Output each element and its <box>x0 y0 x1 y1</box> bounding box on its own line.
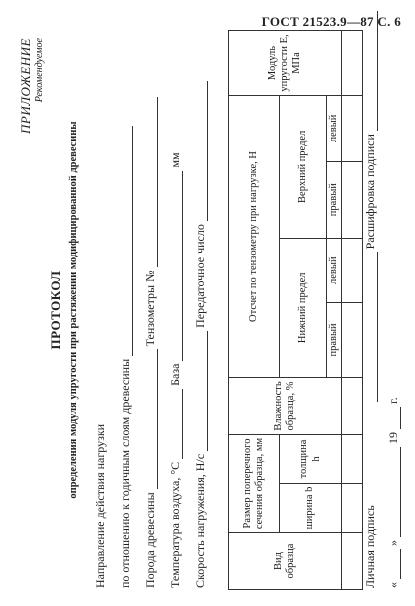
table-cell <box>342 96 363 162</box>
th-width: ширина b <box>280 484 342 533</box>
field-load-speed <box>193 81 208 588</box>
base-unit: мм <box>168 152 182 168</box>
base-line <box>170 171 183 361</box>
tensometers-label: Тензометры № <box>143 270 157 347</box>
year-suffix: г. <box>386 397 400 404</box>
appendix-note: Рекомендуемое <box>34 38 45 103</box>
th-thickness: толщина h <box>280 435 342 484</box>
decode-label: Расшифровка подписи <box>363 134 377 250</box>
air-temp-label: Температура воздуха, °С <box>168 461 182 588</box>
field-air-temp <box>168 152 183 588</box>
footer-date-row <box>386 397 401 588</box>
load-direction-label: Направление действия нагрузки <box>93 423 107 588</box>
page-header: ГОСТ 21523.9—87 С. 6 <box>261 14 401 29</box>
field-wood-species <box>143 97 158 588</box>
table-cell <box>342 31 363 96</box>
table-cell <box>342 484 363 533</box>
year-prefix: 19 <box>386 432 400 444</box>
transmission-line <box>195 81 208 221</box>
table-cell <box>342 533 363 590</box>
protocol-subtitle: определения модуля упругости при растяжении модифицированной древесины <box>68 121 79 499</box>
field-load-direction <box>93 424 108 588</box>
signature-label: Личная подпись <box>363 505 377 588</box>
th-upper: Верхний предел <box>280 96 327 239</box>
th-size: Размер поперечного сечения образца, мм <box>229 435 280 533</box>
field-relative-to <box>118 126 133 588</box>
table-cell <box>342 378 363 435</box>
protocol-title: ПРОТОКОЛ <box>48 270 63 350</box>
results-table <box>228 30 363 590</box>
tensometers-line <box>145 97 158 267</box>
year-line <box>388 407 401 429</box>
table-cell <box>342 238 363 302</box>
appendix-label <box>18 38 45 134</box>
appendix-title: ПРИЛОЖЕНИЕ <box>18 38 33 134</box>
wood-species-line <box>145 349 158 489</box>
signature-line-left <box>365 252 378 402</box>
quote-open: « <box>386 582 400 588</box>
th-left-1: левый <box>326 238 341 302</box>
load-speed-line <box>195 331 208 451</box>
table-cell <box>342 302 363 377</box>
load-speed-label: Скорость нагружения, Н/с <box>193 453 207 588</box>
month-line <box>388 447 401 537</box>
footer-signature-row <box>363 11 378 588</box>
quote-close: » <box>386 540 400 546</box>
th-type: Вид образца <box>229 533 342 590</box>
th-moisture: Влажность образца, % <box>229 378 342 435</box>
air-temp-line <box>170 389 183 459</box>
th-reading: Отсчет по тензометру при нагрузке, Н <box>229 96 280 378</box>
transmission-label: Передаточное число <box>193 224 207 328</box>
base-label: База <box>168 363 182 386</box>
th-modulus: Модуль упругости E, МПа <box>229 31 342 96</box>
table-cell <box>342 435 363 484</box>
day-line <box>388 549 401 579</box>
relative-to-line <box>120 126 133 356</box>
th-right-1: правый <box>326 302 341 377</box>
table-cell <box>342 161 363 238</box>
th-right-2: правый <box>326 161 341 238</box>
th-left-2: левый <box>326 96 341 162</box>
wood-species-label: Порода древесины <box>143 492 157 588</box>
th-lower: Нижний предел <box>280 238 327 377</box>
decode-line <box>365 11 378 131</box>
relative-to-label: по отношению к годичным слоям древесины <box>118 358 132 588</box>
